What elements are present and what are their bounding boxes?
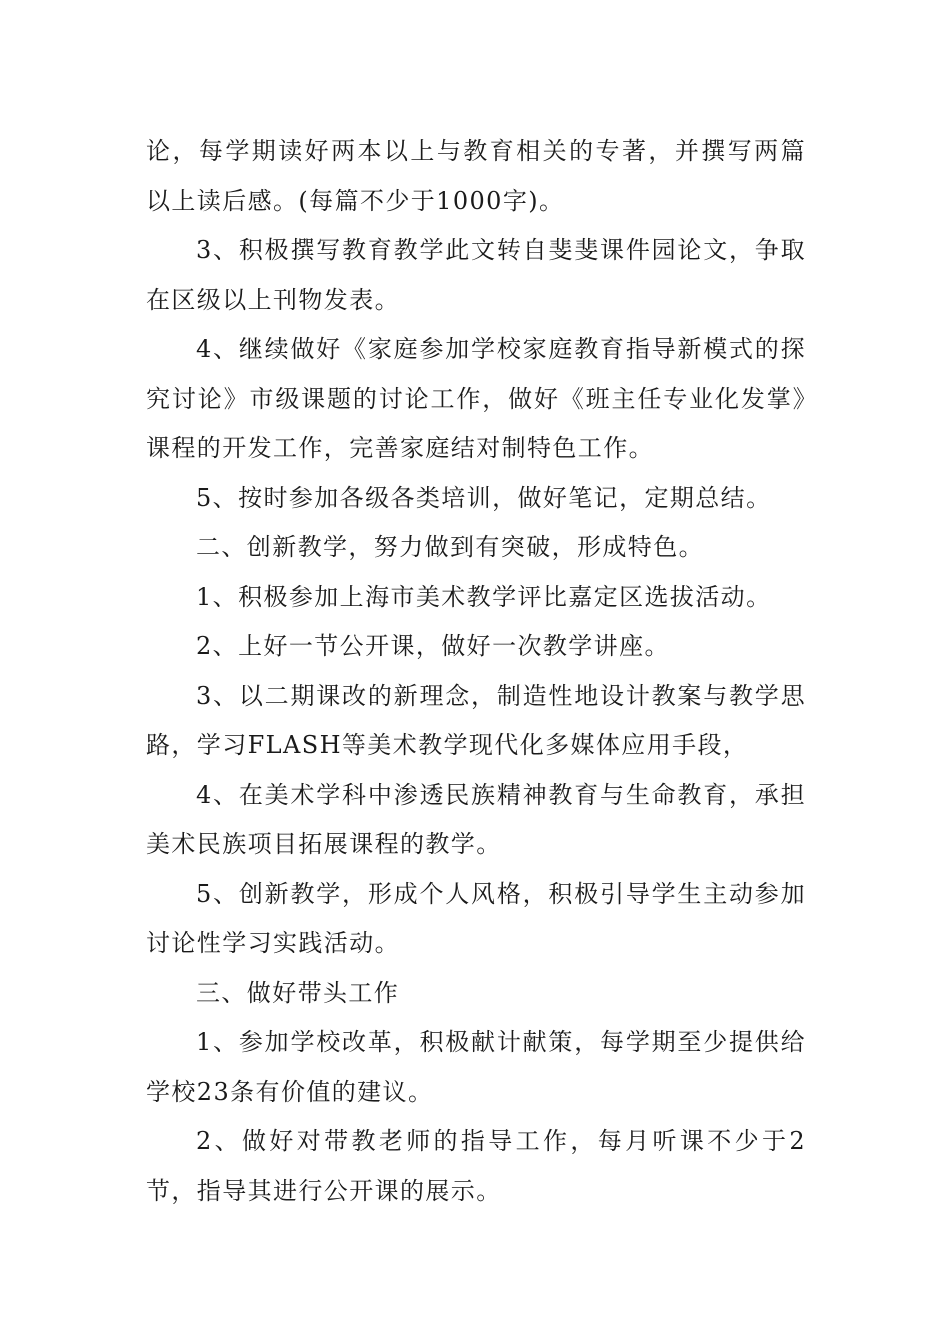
paragraph-12: 1、参加学校改革，积极献计献策，每学期至少提供给学校23条有价值的建议。 — [146, 1028, 806, 1106]
paragraph-7: 2、上好一节公开课，做好一次教学讲座。 — [196, 632, 670, 660]
paragraph-9: 4、在美术学科中渗透民族精神教育与生命教育，承担美术民族项目拓展课程的教学。 — [146, 780, 806, 858]
section-heading-3: 三、做好带头工作 — [196, 978, 400, 1007]
paragraph-2: 3、积极撰写教育教学此文转自斐斐课件园论文，争取在区级以上刊物发表。 — [146, 236, 806, 314]
paragraph-10: 5、创新教学，形成个人风格，积极引导学生主动参加讨论性学习实践活动。 — [146, 879, 806, 957]
section-heading-2: 二、创新教学，努力做到有突破，形成特色。 — [196, 533, 704, 561]
paragraph-3: 4、继续做好《家庭参加学校家庭教育指导新模式的探究讨论》市级课题的讨论工作，做好《班主任专业化发掌》课程的开发工作，完善家庭结对制特色工作。 — [146, 335, 806, 462]
paragraph-13: 2、做好对带教老师的指导工作，每月听课不少于2节，指导其进行公开课的展示。 — [146, 1127, 806, 1205]
paragraph-8: 3、以二期课改的新理念，制造性地设计教案与教学思路，学习FLASH等美术教学现代化多媒体应用手段， — [146, 681, 806, 759]
paragraph-4: 5、按时参加各级各类培训，做好笔记，定期总结。 — [196, 483, 772, 512]
paragraph-1: 论，每学期读好两本以上与教育相关的专著，并撰写两篇以上读后感。(每篇不少于1000字)。 — [146, 137, 806, 215]
paragraph-6: 1、积极参加上海市美术教学评比嘉定区选拔活动。 — [196, 582, 772, 611]
document-body — [146, 127, 806, 1216]
